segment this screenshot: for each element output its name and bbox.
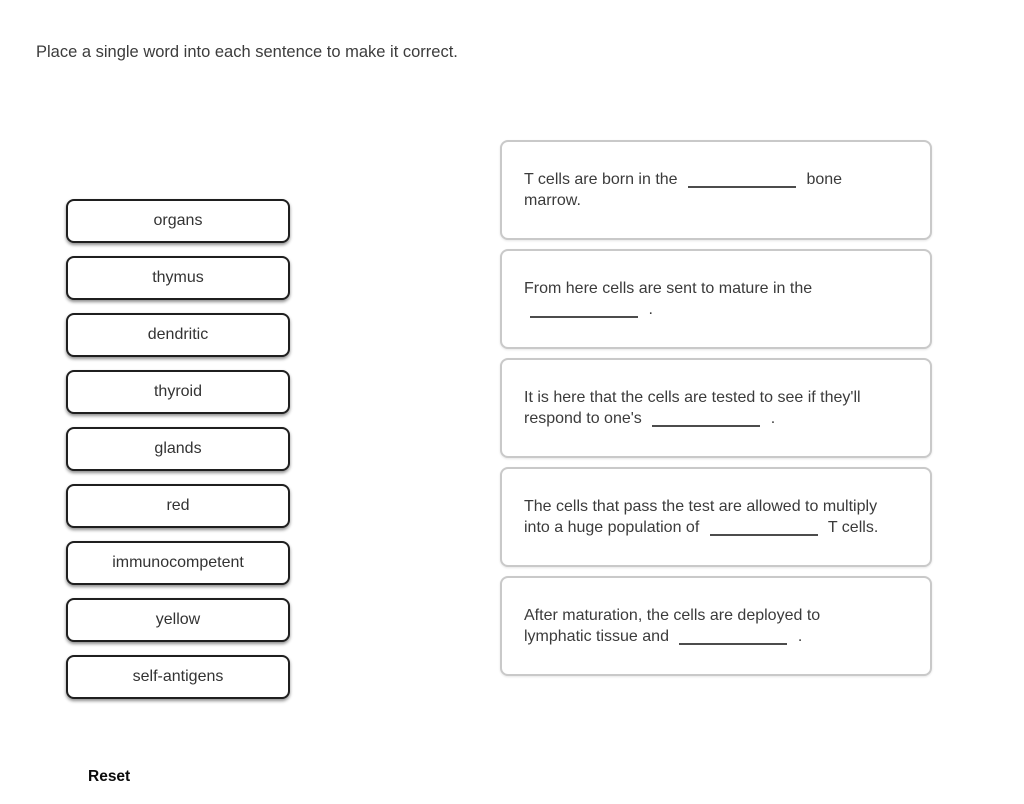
word-tile-immunocompetent[interactable]: immunocompetent [66, 541, 290, 585]
word-tile-red[interactable]: red [66, 484, 290, 528]
word-tile-thyroid[interactable]: thyroid [66, 370, 290, 414]
sentence-card-2[interactable] [500, 249, 932, 349]
word-tile-thymus[interactable]: thymus [66, 256, 290, 300]
sentence-pre: From here cells are sent to mature in the [524, 280, 813, 297]
sentence-pre: After maturation, the cells are deployed to lymphatic tissue and [524, 607, 821, 645]
sentence-text [524, 278, 886, 320]
sentence-pre: It is here that the cells are tested to see if they'll respond to one's [524, 389, 861, 427]
sentence-pre: T cells are born in the [524, 171, 678, 188]
sentence-text [524, 496, 886, 538]
blank-slot-3[interactable] [652, 423, 760, 427]
sentence-post: . [648, 301, 653, 318]
word-tile-organs[interactable]: organs [66, 199, 290, 243]
sentence-card-3[interactable] [500, 358, 932, 458]
sentence-card-4[interactable] [500, 467, 932, 567]
word-tile-self-antigens[interactable]: self-antigens [66, 655, 290, 699]
blank-slot-1[interactable] [688, 184, 796, 188]
sentence-post: T cells. [827, 519, 879, 536]
sentence-pre: The cells that pass the test are allowed to multiply into a huge population of [524, 498, 878, 536]
blank-slot-5[interactable] [679, 641, 787, 645]
sentence-card-5[interactable] [500, 576, 932, 676]
sentence-post: . [770, 410, 776, 427]
sentence-text [524, 169, 886, 211]
blank-slot-2[interactable] [530, 314, 638, 318]
sentence-list [500, 140, 932, 676]
reset-button[interactable]: Reset [88, 768, 131, 785]
word-tile-dendritic[interactable]: dendritic [66, 313, 290, 357]
sentence-card-1[interactable] [500, 140, 932, 240]
sentence-post: bone marrow. [524, 171, 843, 209]
sentence-text [524, 605, 886, 647]
word-tile-glands[interactable]: glands [66, 427, 290, 471]
instructions-text: Place a single word into each sentence to make it correct. [36, 43, 458, 61]
blank-slot-4[interactable] [710, 532, 818, 536]
word-tile-yellow[interactable]: yellow [66, 598, 290, 642]
word-bank [66, 199, 290, 699]
sentence-text [524, 387, 886, 429]
sentence-post: . [797, 628, 803, 645]
